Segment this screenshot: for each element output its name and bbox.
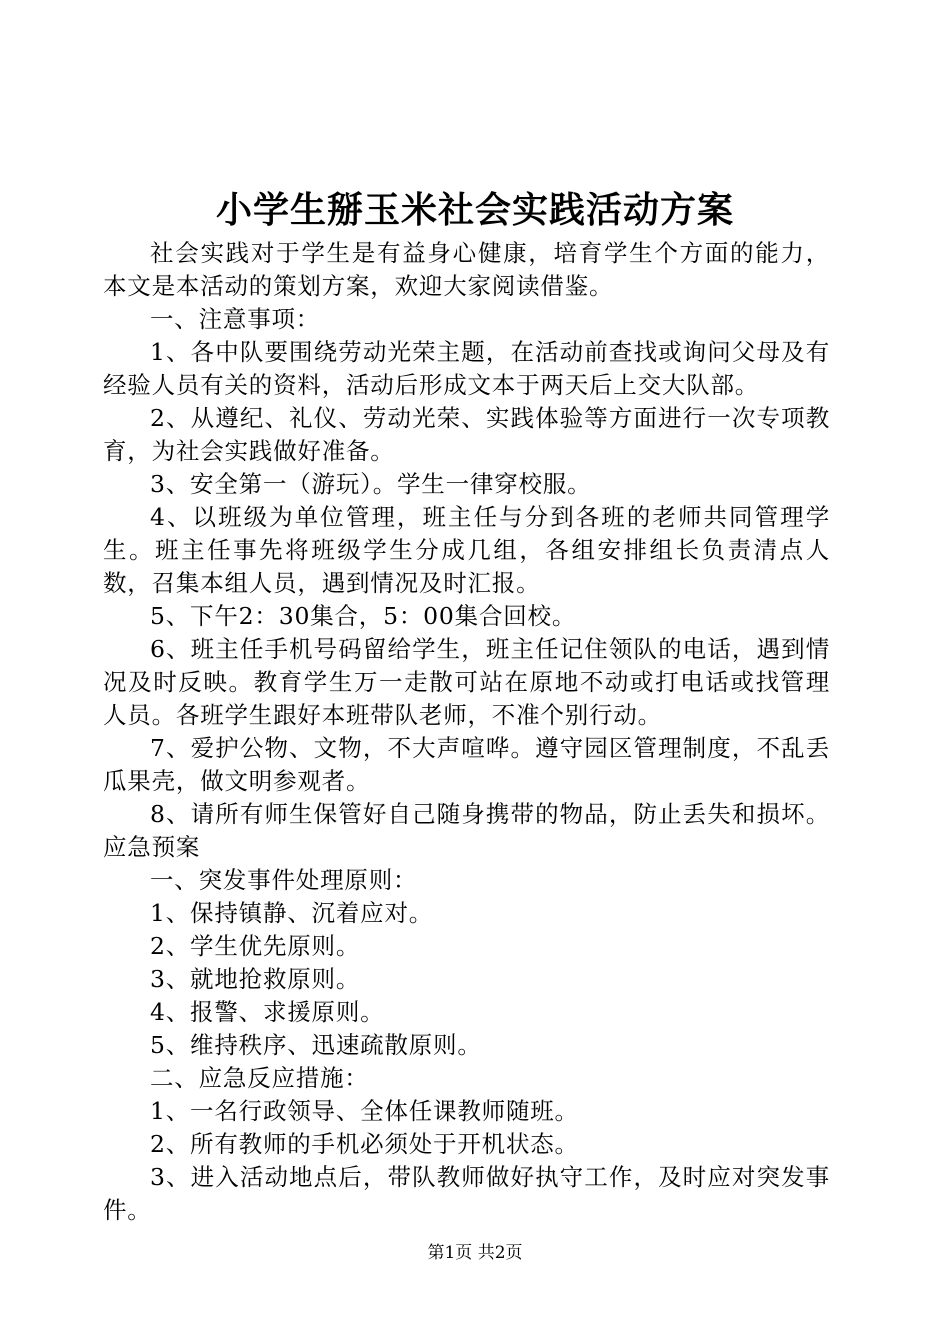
list-item: 6、班主任手机号码留给学生，班主任记住领队的电话，遇到情况及时反映。教育学生万一走散可站在原地不动或打电话或找管理人员。各班学生跟好本班带队老师，不准个别行动。 bbox=[103, 635, 830, 729]
list-item: 8、请所有师生保管好自己随身携带的物品，防止丢失和损坏。应急预案 bbox=[103, 800, 830, 861]
list-item: 2、学生优先原则。 bbox=[150, 932, 361, 960]
document-body bbox=[103, 237, 830, 1227]
list-item: 1、一名行政领导、全体任课教师随班。 bbox=[150, 1097, 579, 1125]
list-item: 2、所有教师的手机必须处于开机状态。 bbox=[150, 1130, 579, 1158]
list-item: 3、进入活动地点后，带队教师做好执守工作，及时应对突发事件。 bbox=[103, 1163, 830, 1224]
list-item: 1、保持镇静、沉着应对。 bbox=[150, 899, 434, 927]
list-item: 3、安全第一（游玩）。学生一律穿校服。 bbox=[150, 470, 592, 498]
list-item: 4、报警、求援原则。 bbox=[150, 998, 385, 1026]
list-item: 7、爱护公物、文物，不大声喧哗。遵守园区管理制度，不乱丢瓜果壳，做文明参观者。 bbox=[103, 734, 830, 795]
list-item: 4、以班级为单位管理，班主任与分到各班的老师共同管理学生。班主任事先将班级学生分成几组，各组安排组长负责清点人数，召集本组人员，遇到情况及时汇报。 bbox=[103, 503, 830, 597]
list-item: 3、就地抢救原则。 bbox=[150, 965, 361, 993]
list-item: 5、维持秩序、迅速疏散原则。 bbox=[150, 1031, 482, 1059]
list-item: 1、各中队要围绕劳动光荣主题，在活动前查找或询问父母及有经验人员有关的资料，活动后形成文本于两天后上交大队部。 bbox=[103, 338, 830, 399]
list-item: 2、从遵纪、礼仪、劳动光荣、实践体验等方面进行一次专项教育，为社会实践做好准备。 bbox=[103, 404, 830, 465]
list-item: 5、下午2：30集合，5：00集合回校。 bbox=[150, 602, 577, 630]
page-number: 第1页 共2页 bbox=[427, 1243, 523, 1263]
section-heading-measures: 二、应急反应措施： bbox=[150, 1064, 369, 1092]
section-heading-notes: 一、注意事项： bbox=[150, 305, 321, 333]
paragraph-intro: 社会实践对于学生是有益身心健康，培育学生个方面的能力，本文是本活动的策划方案，欢迎大家阅读借鉴。 bbox=[103, 239, 830, 300]
section-heading-principles: 一、突发事件处理原则： bbox=[150, 866, 418, 894]
document-title: 小学生掰玉米社会实践活动方案 bbox=[215, 189, 734, 231]
